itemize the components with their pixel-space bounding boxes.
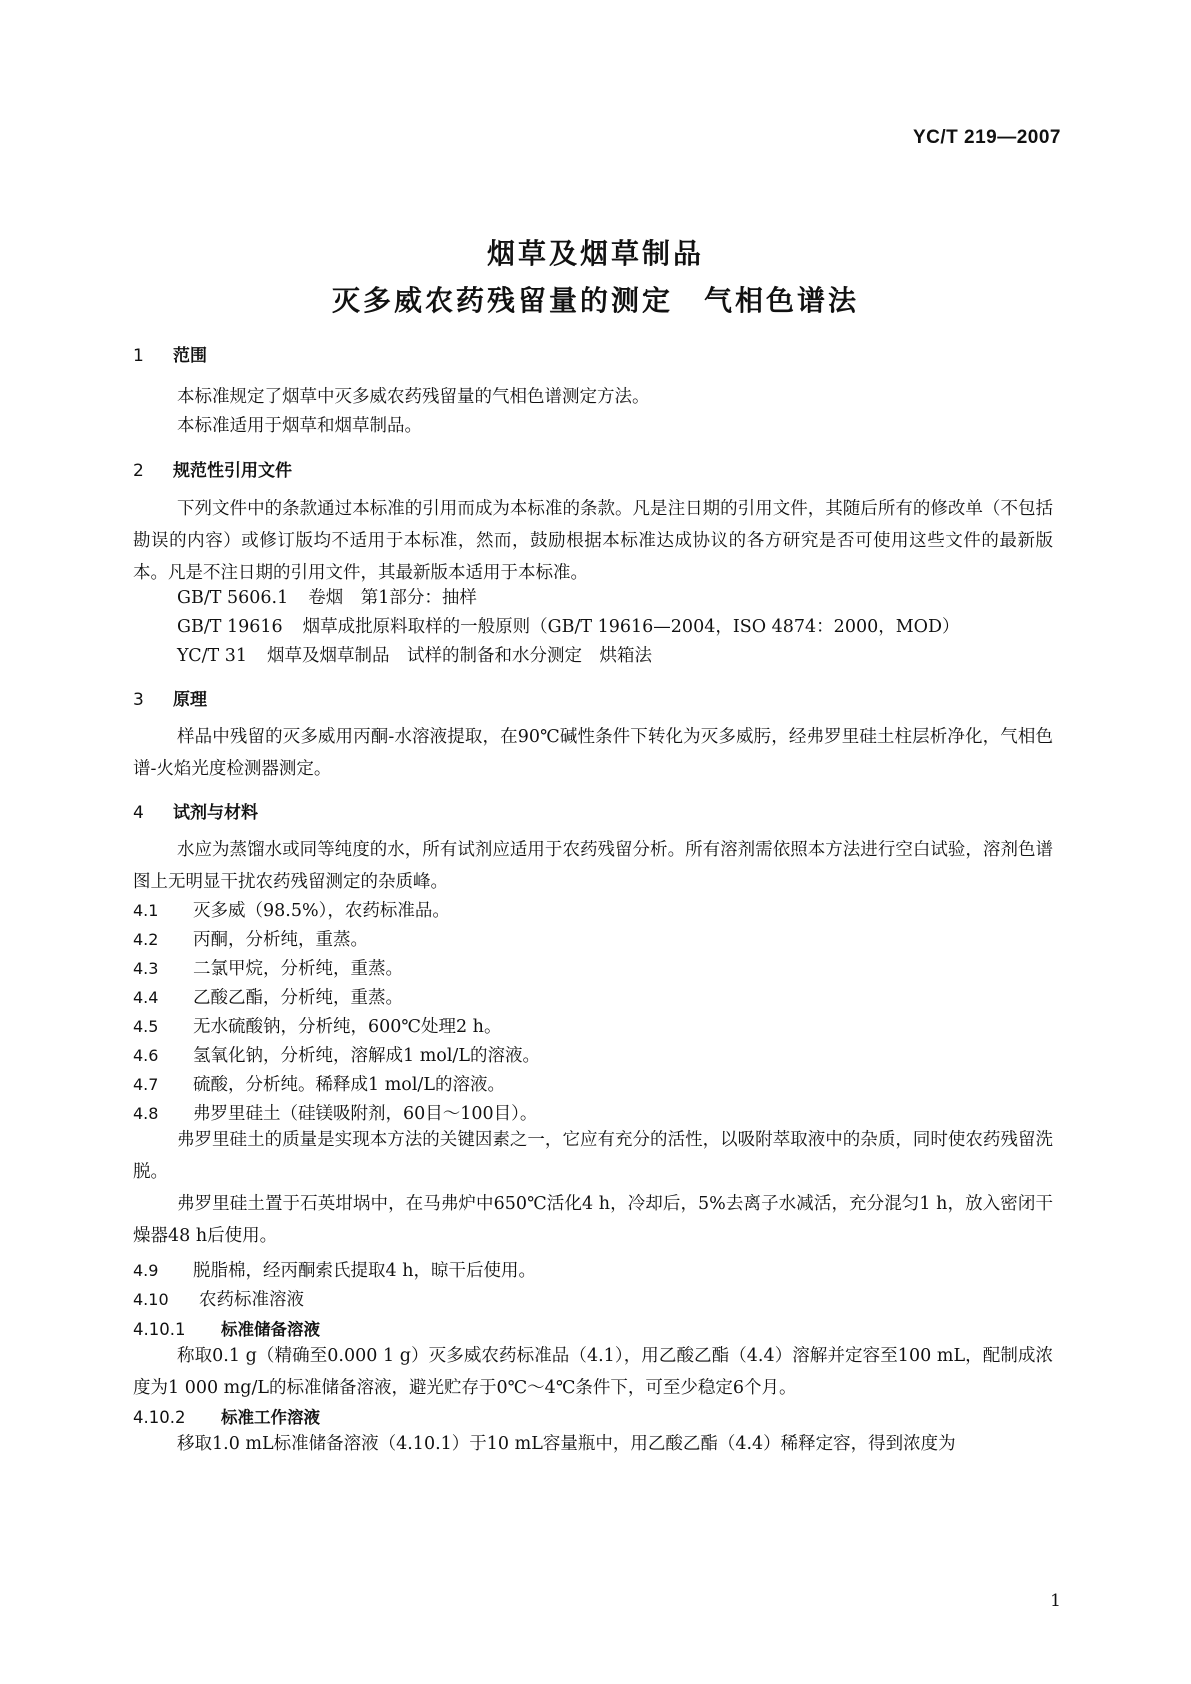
paragraph: 称取0.1 g（精确至0.000 1 g）灭多威农药标准品（4.1），用乙酸乙酯（4.4）溶解并定容至100 mL，配制成浓度为1 000 mg/L的标准储备溶液，避光贮存于0℃～4℃条件下，可至少稳定6个月。	[133, 1346, 1053, 1398]
section-title: 试剂与材料	[173, 803, 258, 823]
subsection-title: 标准储备溶液	[221, 1320, 320, 1339]
paragraph: 本标准适用于烟草和烟草制品。	[177, 416, 422, 436]
reference-item	[177, 642, 652, 667]
list-item	[133, 955, 403, 980]
reference-code: GB/T 5606.1	[177, 588, 289, 608]
section-number: 1	[133, 346, 144, 366]
list-item	[133, 1071, 505, 1096]
subsection-title: 标准工作溶液	[221, 1408, 320, 1427]
item-number: 4.3	[133, 959, 159, 978]
item-number: 4.5	[133, 1017, 159, 1036]
section-title: 规范性引用文件	[173, 461, 292, 481]
section-title: 原理	[173, 690, 207, 710]
list-item	[133, 926, 368, 951]
item-number: 4.9	[133, 1261, 159, 1280]
paragraph: 弗罗里硅土置于石英坩埚中，在马弗炉中650℃活化4 h，冷却后，5%去离子水减活，充分混匀1 h，放入密闭干燥器48 h后使用。	[133, 1194, 1053, 1246]
list-item	[133, 1013, 501, 1038]
reference-item	[177, 584, 477, 609]
section-number: 2	[133, 461, 144, 481]
paragraph: 水应为蒸馏水或同等纯度的水，所有试剂应适用于农药残留分析。所有溶剂需依照本方法进行空白试验，溶剂色谱图上无明显干扰农药残留测定的杂质峰。	[133, 840, 1053, 892]
item-text: 氢氧化钠，分析纯，溶解成1 mol/L的溶液。	[193, 1046, 540, 1066]
item-text: 灭多威（98.5%），农药标准品。	[193, 901, 450, 921]
document-title-line1: 烟草及烟草制品	[486, 237, 704, 270]
item-text: 脱脂棉，经丙酮索氏提取4 h，晾干后使用。	[193, 1261, 536, 1281]
subsection-heading	[133, 1404, 320, 1428]
item-text: 乙酸乙酯，分析纯，重蒸。	[193, 988, 403, 1008]
list-item	[133, 1100, 537, 1125]
reference-code: GB/T 19616	[177, 617, 283, 637]
paragraph: 样品中残留的灭多威用丙酮-水溶液提取，在90℃碱性条件下转化为灭多威肟，经弗罗里硅土柱层析净化，气相色谱-火焰光度检测器测定。	[133, 727, 1053, 779]
paragraph: 移取1.0 mL标准储备溶液（4.10.1）于10 mL容量瓶中，用乙酸乙酯（4.4）稀释定容，得到浓度为	[177, 1434, 956, 1454]
reference-item	[177, 613, 960, 638]
item-number: 4.2	[133, 930, 159, 949]
section-number: 4	[133, 803, 144, 823]
list-item	[133, 897, 450, 922]
section-1-heading	[133, 341, 207, 366]
reference-code: YC/T 31	[177, 646, 248, 666]
section-title: 范围	[173, 346, 207, 366]
reference-title: 烟草成批原料取样的一般原则（GB/T 19616—2004，ISO 4874：2000，MOD）	[302, 617, 960, 637]
item-number: 4.6	[133, 1046, 159, 1065]
section-2-heading	[133, 456, 292, 481]
list-item	[133, 1042, 540, 1067]
item-text: 丙酮，分析纯，重蒸。	[193, 930, 368, 950]
item-text: 弗罗里硅土（硅镁吸附剂，60目～100目）。	[193, 1104, 538, 1124]
section-4-heading	[133, 798, 258, 823]
standard-code: YC/T 219—2007	[912, 127, 1061, 148]
section-number: 3	[133, 690, 144, 710]
paragraph: 本标准规定了烟草中灭多威农药残留量的气相色谱测定方法。	[177, 387, 650, 407]
page-number: 1	[1050, 1591, 1061, 1611]
item-text: 农药标准溶液	[199, 1290, 304, 1310]
item-number: 4.1	[133, 901, 159, 920]
item-text: 无水硫酸钠，分析纯，600℃处理2 h。	[193, 1017, 502, 1037]
reference-title: 卷烟 第1部分：抽样	[308, 588, 477, 608]
item-number: 4.8	[133, 1104, 159, 1123]
item-text: 硫酸，分析纯。稀释成1 mol/L的溶液。	[193, 1075, 505, 1095]
item-text: 二氯甲烷，分析纯，重蒸。	[193, 959, 403, 979]
document-title-line2: 灭多威农药残留量的测定 气相色谱法	[331, 284, 859, 317]
item-number: 4.7	[133, 1075, 159, 1094]
subsection-number: 4.10.2	[133, 1408, 186, 1427]
item-number: 4.10	[133, 1290, 169, 1309]
subsection-heading	[133, 1316, 320, 1340]
subsection-number: 4.10.1	[133, 1320, 186, 1339]
list-item	[133, 1286, 304, 1311]
item-number: 4.4	[133, 988, 159, 1007]
paragraph: 弗罗里硅土的质量是实现本方法的关键因素之一，它应有充分的活性，以吸附萃取液中的杂质，同时使农药残留洗脱。	[133, 1130, 1053, 1182]
section-3-heading	[133, 685, 207, 710]
paragraph: 下列文件中的条款通过本标准的引用而成为本标准的条款。凡是注日期的引用文件，其随后所有的修改单（不包括勘误的内容）或修订版均不适用于本标准，然而，鼓励根据本标准达成协议的各方研究是否可使用这些文件的最新版本。凡是不注日期的引用文件，其最新版本适用于本标准。	[133, 499, 1053, 583]
list-item	[133, 984, 403, 1009]
list-item	[133, 1257, 536, 1282]
reference-title: 烟草及烟草制品 试样的制备和水分测定 烘箱法	[267, 646, 653, 666]
